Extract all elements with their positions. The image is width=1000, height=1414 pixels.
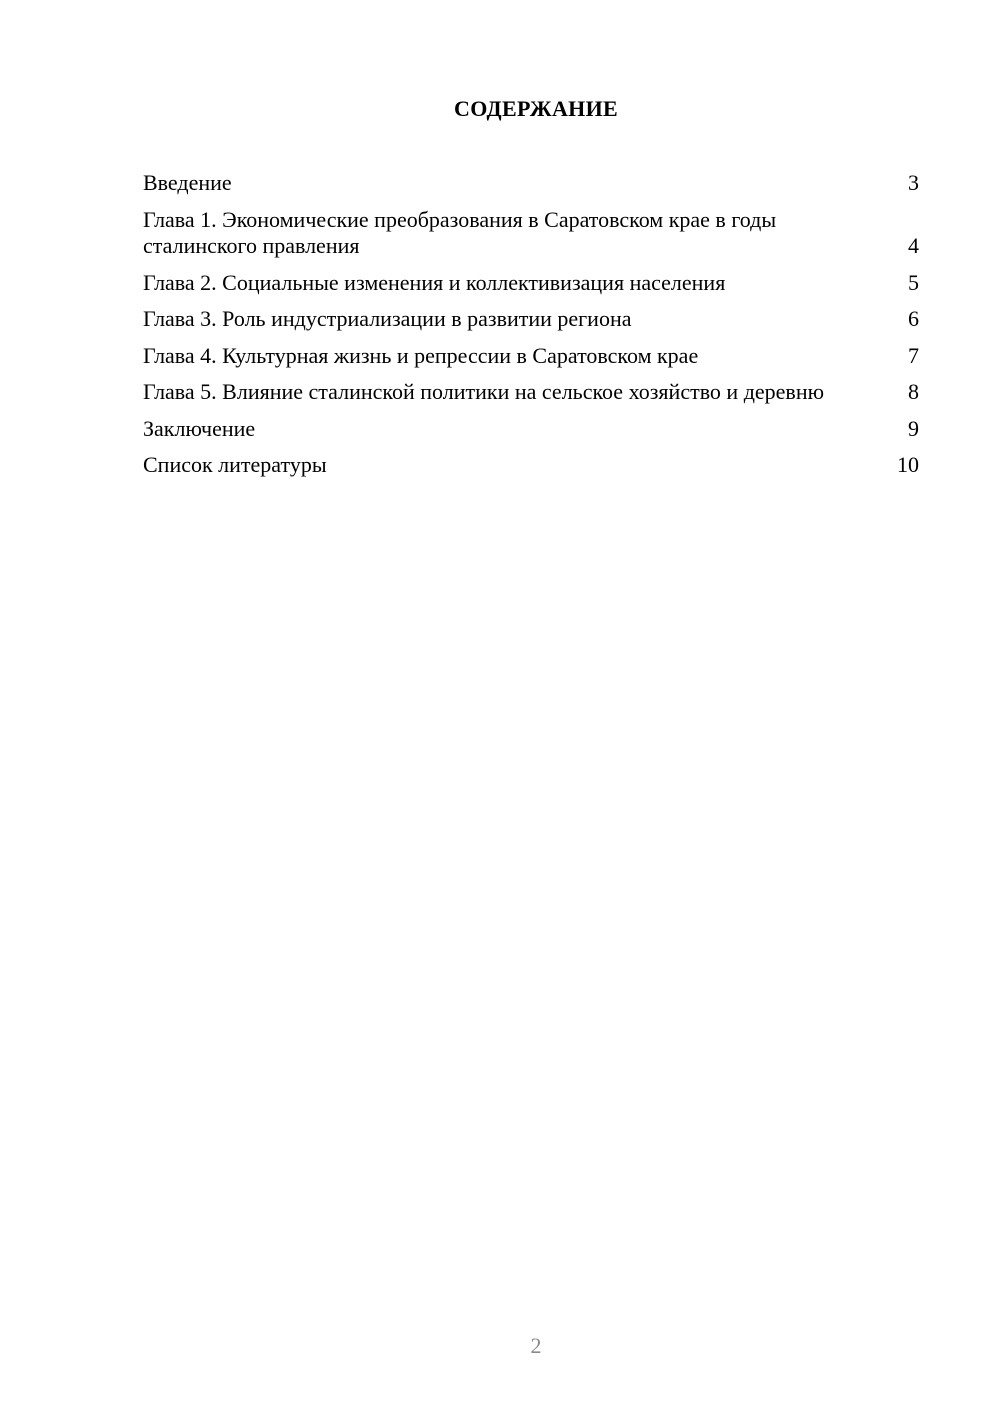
toc-entry-page: 4: [908, 233, 919, 258]
toc-entry-chapter-3: [143, 306, 919, 333]
toc-entry-page: 6: [908, 306, 919, 331]
page-number: 2: [530, 1333, 542, 1358]
toc-entry-label: Введение: [143, 170, 232, 195]
toc-entry-chapter-5: [143, 379, 919, 406]
table-of-contents: [143, 170, 919, 489]
toc-entry-introduction: [143, 170, 919, 197]
toc-entry-chapter-1: [143, 207, 919, 260]
toc-entry-page: 9: [908, 415, 919, 441]
toc-entry-references: [143, 452, 919, 479]
toc-entry-page: 8: [908, 379, 919, 404]
toc-entry-page: 5: [908, 269, 919, 295]
page-title: СОДЕРЖАНИЕ: [454, 96, 618, 121]
toc-entry-page: 7: [908, 342, 919, 368]
toc-entry-label: Глава 1. Экономические преобразования в Саратовском крае в годы сталинского правления: [143, 206, 777, 258]
toc-entry-label: Список литературы: [143, 452, 327, 477]
toc-entry-label: Глава 3. Роль индустриализации в развитии региона: [143, 306, 632, 331]
toc-entry-chapter-4: [143, 343, 919, 370]
toc-entry-conclusion: [143, 416, 919, 443]
toc-entry-label: Глава 2. Социальные изменения и коллективизация населения: [143, 269, 726, 295]
toc-entry-label: Глава 4. Культурная жизнь и репрессии в Саратовском крае: [143, 342, 699, 368]
toc-entry-label: Заключение: [143, 415, 256, 441]
toc-entry-label: Глава 5. Влияние сталинской политики на сельское хозяйство и деревню: [143, 379, 825, 404]
toc-entry-page: 3: [908, 170, 919, 195]
toc-entry-page: 10: [897, 452, 919, 477]
toc-entry-chapter-2: [143, 270, 919, 297]
